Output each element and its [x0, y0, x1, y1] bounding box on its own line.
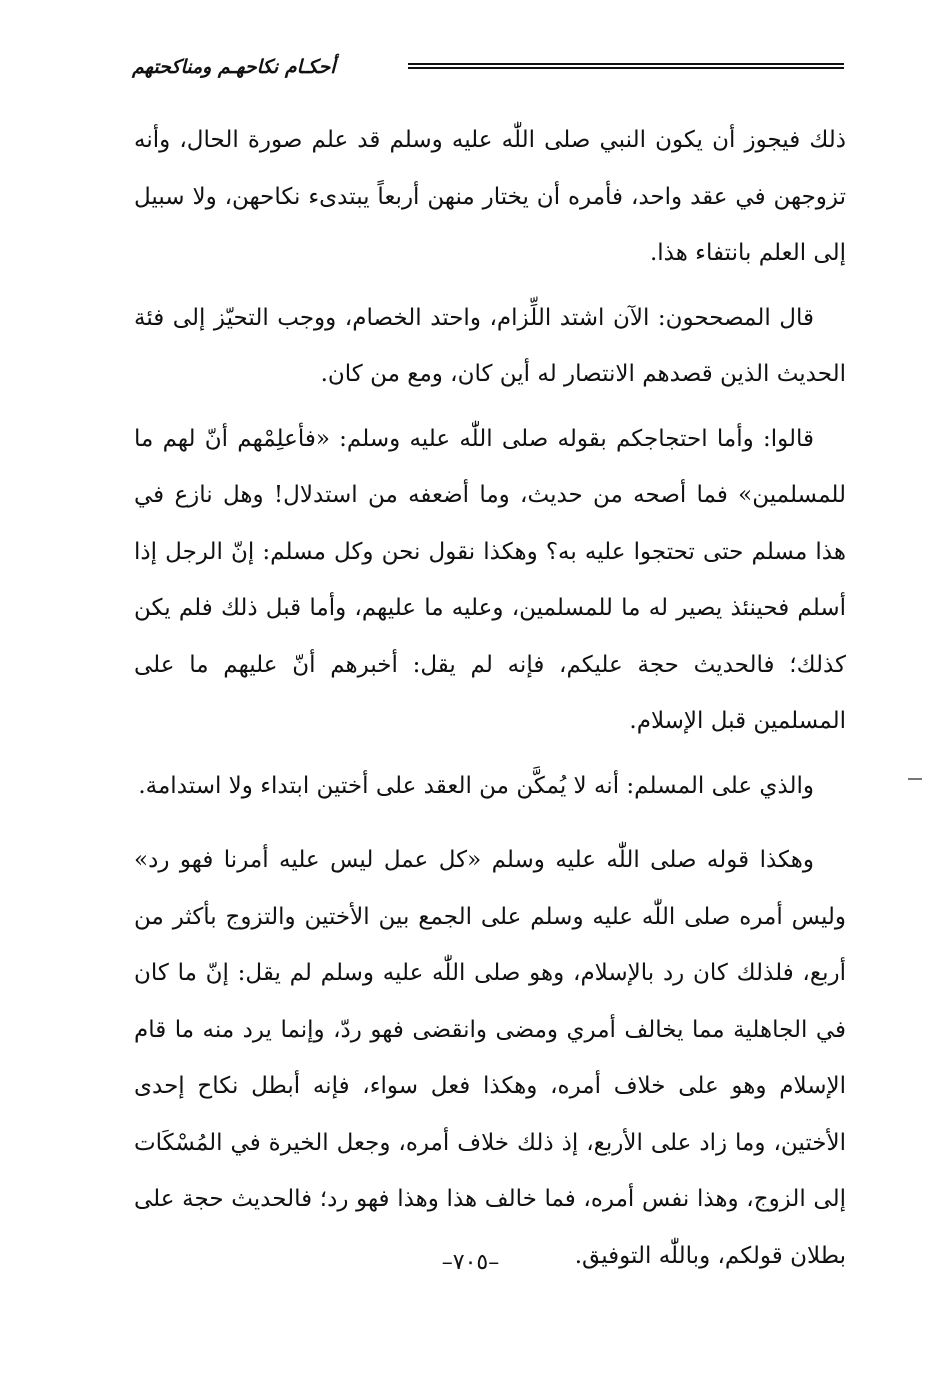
margin-mark: [908, 778, 922, 780]
running-header: [132, 52, 844, 82]
paragraph-5: وهكذا قوله صلى اللّٰه عليه وسلم «كل عمل ليس عليه أمرنا فهو رد» وليس أمره صلى اللّٰه عليه وسلم على الجمع بين الأختين والتزوج بأكثر من أربع، فلذلك كان رد بالإسلام، وهو صلى اللّٰه عليه وسلم لم يقل: إنّ ما كان في الجاهلية مما يخالف أمري ومضى وانقضى فهو ردّ، وإنما يرد منه ما قام الإسلام وهو على خلاف أمره، وهكذا فعل سواء، فإنه أبطل نكاح إحدى الأختين، وما زاد على الأربع، إذ ذلك خلاف أمره، وجعل الخيرة في المُسْكَات إلى الزوج، وهذا نفس أمره، فما خالف هذا وهذا فهو رد؛ فالحديث حجة على بطلان قولكم، وباللّٰه التوفيق.: [134, 847, 846, 1269]
paragraph-3: قالوا: وأما احتجاجكم بقوله صلى اللّٰه عليه وسلم: «فأعلِمْهم أنّ لهم ما للمسلمين» فما أصحه من حديث، وما أضعفه من استدلال! وهل نازع في هذا مسلم حتى تحتجوا عليه به؟ وهكذا نقول نحن وكل مسلم: إنّ الرجل إذا أسلم فحينئذ يصير له ما للمسلمين، وعليه ما عليهم، وأما قبل ذلك فلم يكن كذلك؛ فالحديث حجة عليكم، فإنه لم يقل: أخبرهم أنّ عليهم ما على المسلمين قبل الإسلام.: [134, 425, 846, 734]
running-header-title: أحكـام نكاحهـم ومناكحتهم: [132, 56, 336, 78]
paragraph-1: ذلك فيجوز أن يكون النبي صلى اللّٰه عليه وسلم قد علم صورة الحال، وأنه تزوجهن في عقد واحد، فأمره أن يختار منهن أربعاً يبتدىء نكاحهن، ولا سبيل إلى العلم بانتفاء هذا.: [134, 127, 846, 266]
header-double-rule: [408, 63, 844, 69]
paragraph-2: قال المصححون: الآن اشتد اللِّزام، واحتد الخصام، ووجب التحيّز إلى فئة الحديث الذين قصدهم الانتصار له أين كان، ومع من كان.: [134, 304, 846, 387]
page-body: [134, 112, 846, 1284]
paragraph-4: والذي على المسلم: أنه لا يُمكَّن من العقد على أختين ابتداء ولا استدامة.: [138, 772, 814, 799]
page-number: –٧٠٥–: [441, 1250, 500, 1275]
